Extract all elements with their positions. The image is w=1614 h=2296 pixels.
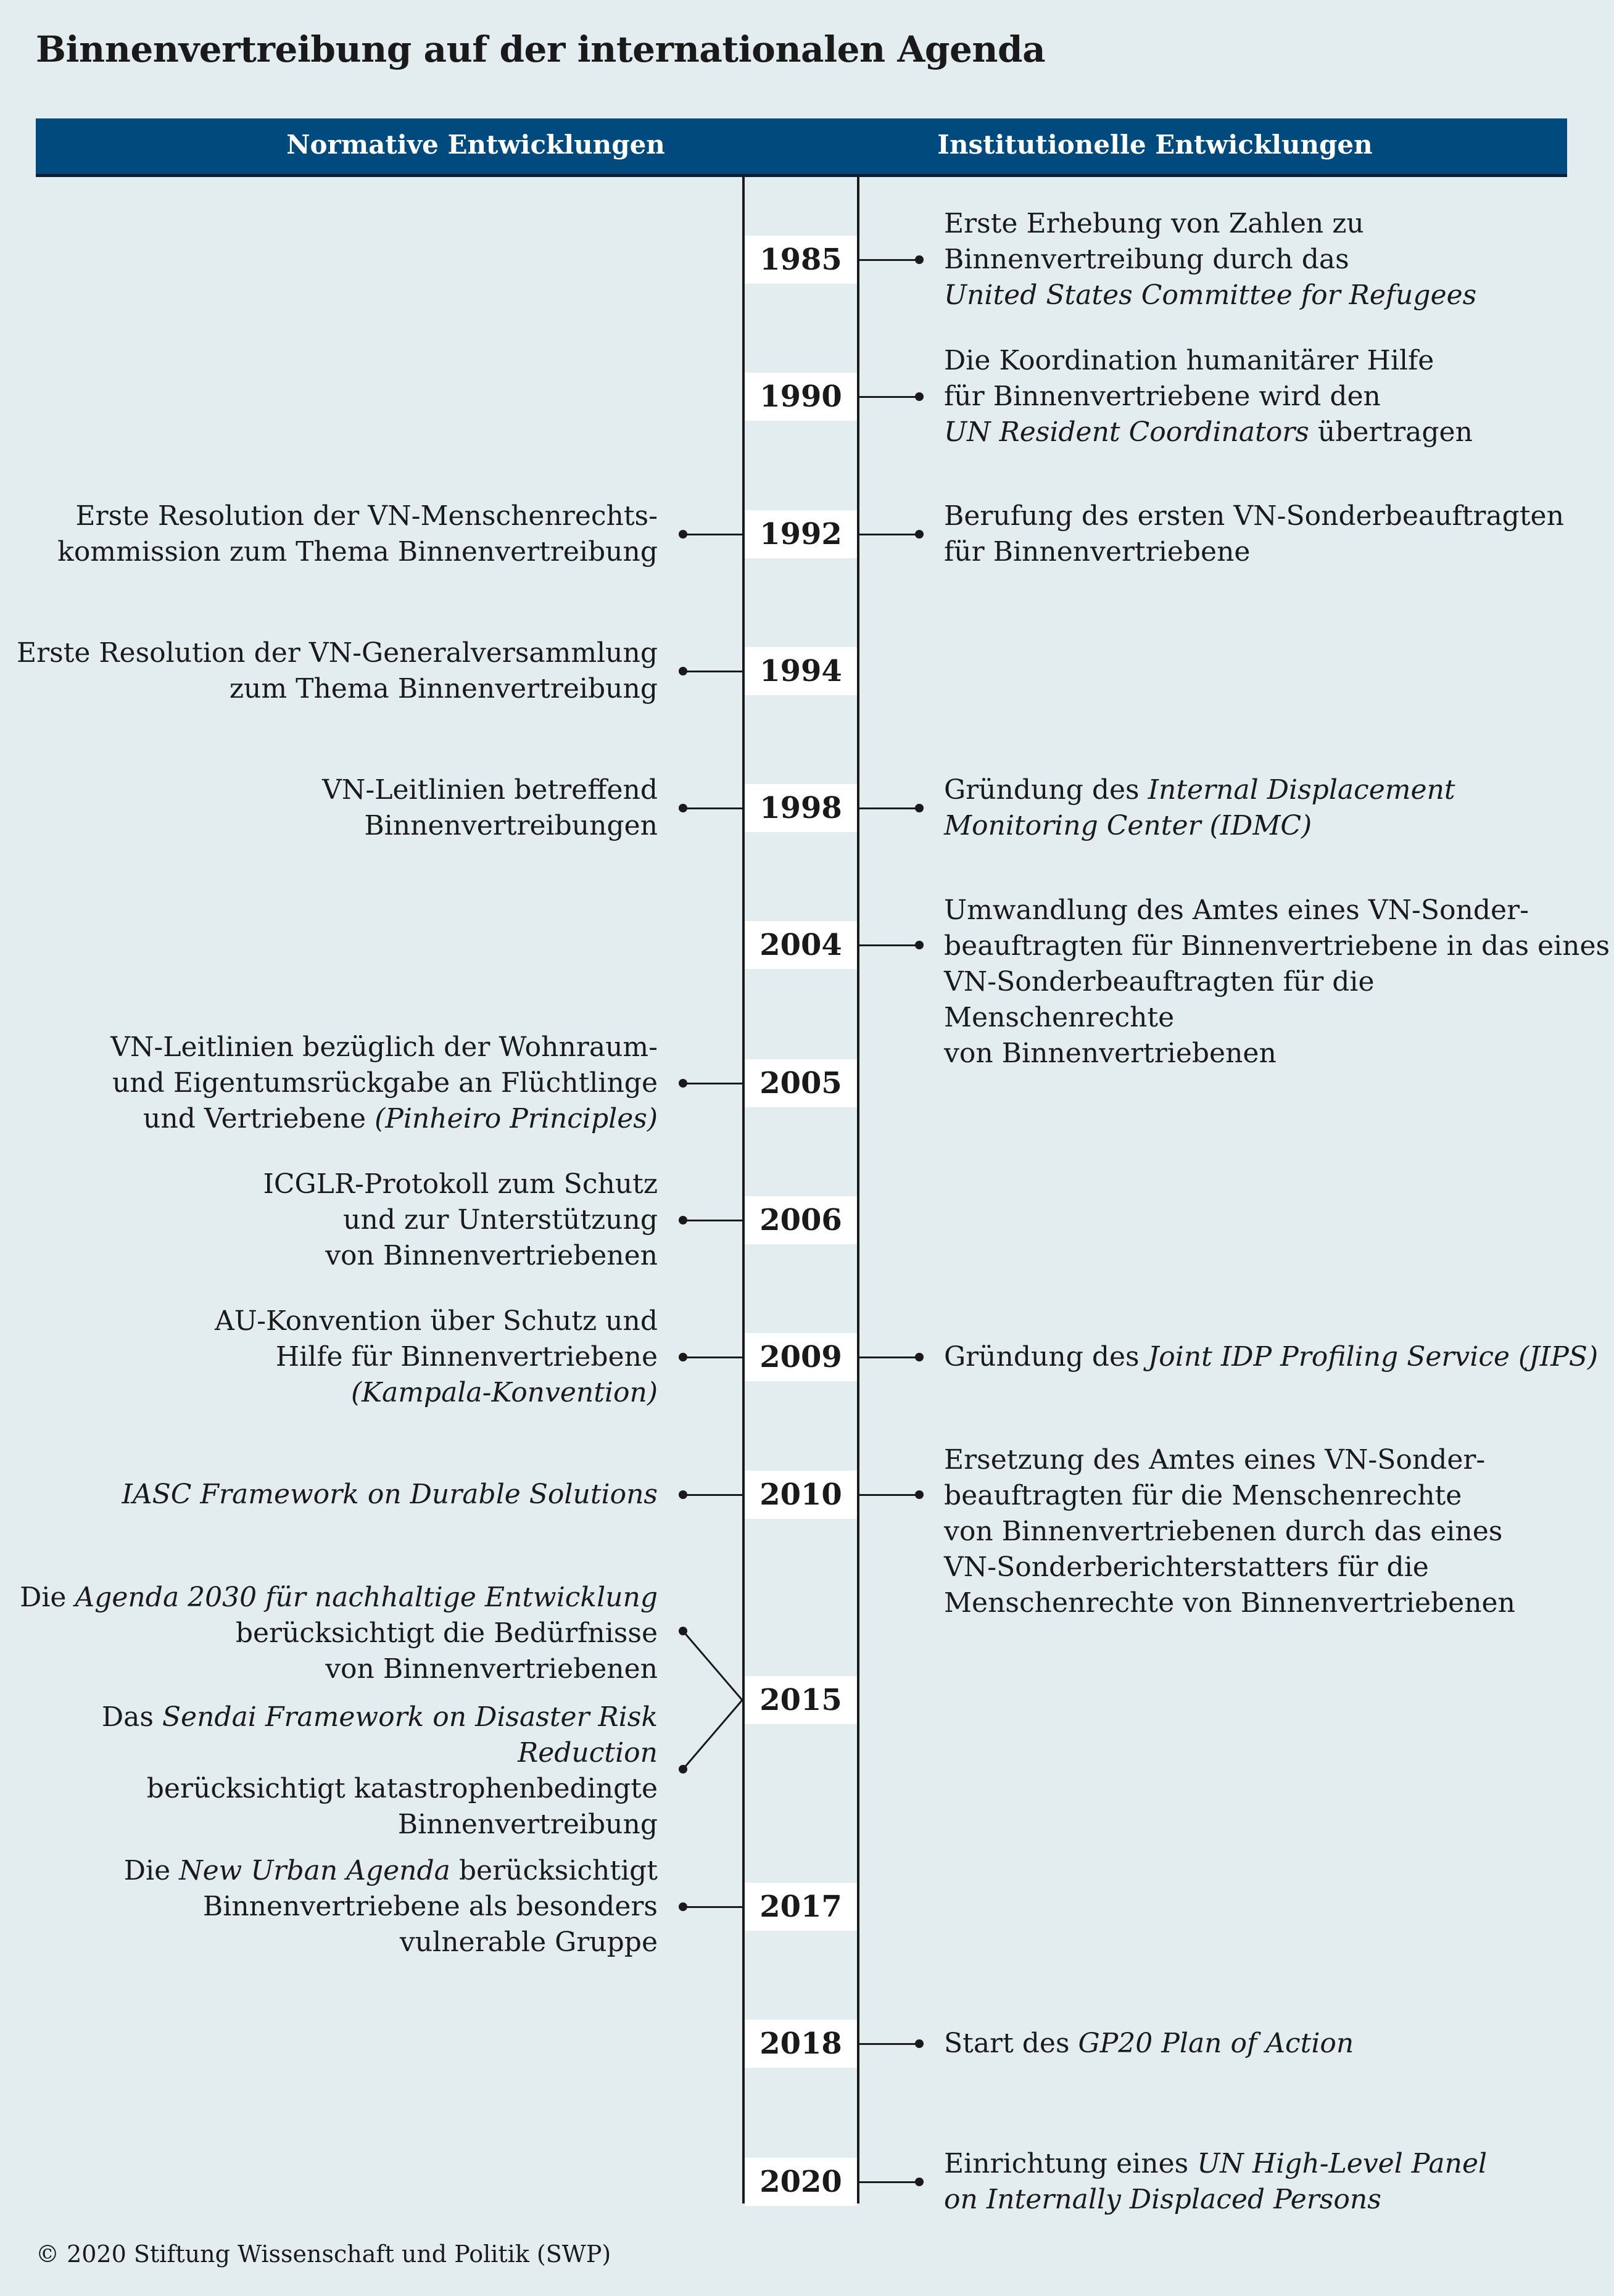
connector-right	[859, 1494, 919, 1496]
institutional-event-segment: Erste Erhebung von Zahlen zu	[944, 208, 1364, 239]
connector-left	[683, 671, 742, 672]
institutional-event-segment: für Binnenvertriebene	[944, 536, 1251, 568]
normative-event	[4, 1477, 658, 1513]
connector-right	[859, 807, 919, 809]
year-label: 2017	[745, 1883, 857, 1931]
institutional-event	[944, 206, 1610, 313]
normative-event	[4, 1030, 658, 1137]
column-header-band	[36, 118, 1567, 177]
normative-event-segment: Hilfe für Binnenvertriebene	[275, 1341, 658, 1373]
connector-right	[859, 396, 919, 398]
bullet-dot	[915, 941, 924, 949]
bullet-dot	[679, 804, 687, 812]
institutional-event-segment: Monitoring Center (IDMC)	[944, 810, 1312, 841]
institutional-event-segment: Start des	[944, 2028, 1078, 2059]
connector-right	[859, 1357, 919, 1358]
connector-left	[683, 1494, 742, 1496]
year-label: 2010	[745, 1471, 857, 1519]
normative-event-agenda-2030-segment: Agenda 2030 für nachhaltige Entwicklung	[75, 1582, 658, 1613]
normative-event-segment: AU-Konvention über Schutz und	[215, 1305, 658, 1337]
connector-right	[859, 259, 919, 261]
bullet-dot	[679, 1079, 687, 1088]
institutional-event-segment: Binnenvertreibung durch das	[944, 244, 1349, 275]
institutional-event-segment: on Internally Displaced Persons	[944, 2184, 1381, 2215]
normative-event-agenda-2030-segment: von Binnenvertriebenen	[325, 1653, 658, 1685]
normative-event-segment: New Urban Agenda	[179, 1855, 450, 1886]
institutional-event-segment: VN-Sonderbeauftragten für die Menschenrechte	[944, 966, 1375, 1033]
institutional-event-segment: von Binnenvertriebenen	[944, 1038, 1277, 1069]
year-label: 2006	[745, 1196, 857, 1244]
connector-right	[859, 2043, 919, 2045]
normative-event-segment: berücksichtigt	[450, 1855, 658, 1886]
normative-event-segment: (Kampala-Konvention)	[350, 1377, 658, 1408]
bullet-dot	[915, 530, 924, 539]
normative-event-segment: Die	[123, 1855, 180, 1886]
normative-event-segment: von Binnenvertriebenen	[325, 1240, 658, 1271]
header-institutional: Institutionelle Entwicklungen	[937, 130, 1373, 160]
normative-event-segment: und Eigentumsrückgabe an Flüchtlinge	[112, 1067, 658, 1099]
year-label: 2015	[745, 1676, 857, 1724]
normative-event-agenda-2030	[4, 1580, 658, 1687]
bullet-dot	[679, 1902, 687, 1911]
normative-event-segment: VN-Leitlinien betreffend	[322, 774, 658, 806]
normative-event	[4, 1303, 658, 1411]
institutional-event-segment: Joint IDP Profiling Service (JIPS)	[1148, 1341, 1599, 1373]
normative-event	[4, 1853, 658, 1960]
normative-event-segment: ICGLR-Protokoll zum Schutz	[263, 1168, 658, 1200]
normative-event-segment: IASC Framework on Durable Solutions	[122, 1479, 658, 1510]
institutional-event	[944, 1339, 1610, 1375]
normative-event-sendai-segment: Binnenvertreibung	[397, 1809, 658, 1840]
institutional-event-segment: übertragen	[1309, 416, 1473, 448]
institutional-event	[944, 1442, 1610, 1621]
institutional-event-segment: Die Koordination humanitärer Hilfe	[944, 345, 1434, 376]
institutional-event-segment: Gründung des	[944, 1341, 1148, 1373]
bullet-dot	[915, 1353, 924, 1361]
year-label: 2009	[745, 1333, 857, 1381]
connector-right	[859, 944, 919, 946]
normative-event-segment: Erste Resolution der VN-Menschenrechts-	[75, 500, 658, 532]
year-label: 2005	[745, 1059, 857, 1107]
institutional-event-segment: UN High-Level Panel	[1197, 2148, 1488, 2179]
connector-left	[683, 1357, 742, 1358]
normative-event	[4, 635, 658, 707]
bullet-dot	[915, 392, 924, 401]
normative-event-sendai	[4, 1699, 658, 1843]
normative-event-sendai-segment: Sendai Framework on Disaster Risk Reduction	[162, 1701, 658, 1769]
bullet-dot	[679, 667, 687, 675]
connector-right	[859, 2181, 919, 2183]
year-label: 1985	[745, 236, 857, 284]
institutional-event-segment: beauftragten für Binnenvertriebene in das eines	[944, 930, 1610, 962]
normative-event-segment: VN-Leitlinien bezüglich der Wohnraum-	[110, 1031, 658, 1063]
year-label: 2018	[745, 2020, 857, 2068]
normative-event	[4, 498, 658, 570]
normative-event-sendai-segment: Das	[101, 1701, 162, 1733]
year-label: 1992	[745, 510, 857, 558]
normative-event-segment: vulnerable Gruppe	[399, 1926, 658, 1958]
normative-event-agenda-2030-segment: Die	[20, 1582, 75, 1613]
normative-event-agenda-2030-segment: berücksichtigt die Bedürfnisse	[235, 1617, 658, 1649]
institutional-event	[944, 772, 1610, 844]
year-label: 1990	[745, 373, 857, 421]
year-label: 2004	[745, 921, 857, 969]
institutional-event-segment: United States Committee for Refugees	[944, 279, 1477, 311]
bullet-dot	[915, 255, 924, 264]
institutional-event-segment: Umwandlung des Amtes eines VN-Sonder-	[944, 894, 1529, 926]
institutional-event	[944, 498, 1610, 570]
institutional-event	[944, 2146, 1610, 2218]
institutional-event-segment: Ersetzung des Amtes eines VN-Sonder-	[944, 1444, 1486, 1476]
bullet-dot	[915, 1490, 924, 1499]
normative-event-sendai-segment: berücksichtigt katastrophenbedingte	[146, 1773, 658, 1804]
connector-left	[683, 1220, 742, 1221]
header-normative: Normative Entwicklungen	[286, 130, 665, 160]
normative-event	[4, 1167, 658, 1274]
institutional-event-segment: für Binnenvertriebene wird den	[944, 381, 1381, 412]
connector-left	[683, 534, 742, 535]
connector-left	[683, 1083, 742, 1084]
institutional-event-segment: GP20 Plan of Action	[1078, 2028, 1354, 2059]
year-label: 2020	[745, 2158, 857, 2206]
normative-event-segment: und zur Unterstützung	[343, 1204, 658, 1236]
institutional-event-segment: Einrichtung eines	[944, 2148, 1198, 2179]
institutional-event-segment: UN Resident Coordinators	[944, 416, 1309, 448]
normative-event-segment: (Pinheiro Principles)	[375, 1103, 658, 1134]
normative-event-segment: und Vertriebene	[143, 1103, 375, 1134]
institutional-event-segment: Gründung des	[944, 774, 1148, 806]
connector-left	[683, 1906, 742, 1908]
institutional-event	[944, 2026, 1610, 2062]
bullet-dot	[679, 1490, 687, 1499]
copyright-note: © 2020 Stiftung Wissenschaft und Politik (SWP)	[36, 2240, 611, 2268]
bullet-dot	[915, 2178, 924, 2186]
normative-event-segment: zum Thema Binnenvertreibung	[229, 673, 658, 704]
institutional-event-segment: Internal Displacement	[1148, 774, 1455, 806]
normative-event-segment: Erste Resolution der VN-Generalversammlung	[16, 637, 658, 669]
normative-event-segment: kommission zum Thema Binnenvertreibung	[57, 536, 658, 568]
bullet-dot	[915, 2039, 924, 2048]
normative-event-segment: Binnenvertriebene als besonders	[202, 1891, 658, 1922]
institutional-event-segment: Berufung des ersten VN-Sonderbeauftragten	[944, 500, 1564, 532]
bullet-dot	[679, 1353, 687, 1361]
normative-event-segment: Binnenvertreibungen	[364, 810, 658, 841]
institutional-event	[944, 343, 1610, 450]
connector-left	[683, 807, 742, 809]
bullet-dot	[679, 530, 687, 539]
connector-right	[859, 534, 919, 535]
bullet-dot	[679, 1216, 687, 1224]
year-label: 1998	[745, 784, 857, 832]
institutional-event-segment: beauftragten für die Menschenrechte	[944, 1480, 1462, 1511]
institutional-event	[944, 893, 1610, 1072]
institutional-event-segment: Menschenrechte von Binnenvertriebenen	[944, 1587, 1515, 1619]
page-title: Binnenvertreibung auf der internationalen Agenda	[36, 28, 1046, 70]
year-label: 1994	[745, 647, 857, 695]
normative-event	[4, 772, 658, 844]
connector-2015-fork	[676, 1616, 756, 1814]
institutional-event-segment: von Binnenvertriebenen durch das eines	[944, 1516, 1503, 1547]
bullet-dot	[915, 804, 924, 812]
institutional-event-segment: VN-Sonderberichterstatters für die	[944, 1551, 1429, 1583]
